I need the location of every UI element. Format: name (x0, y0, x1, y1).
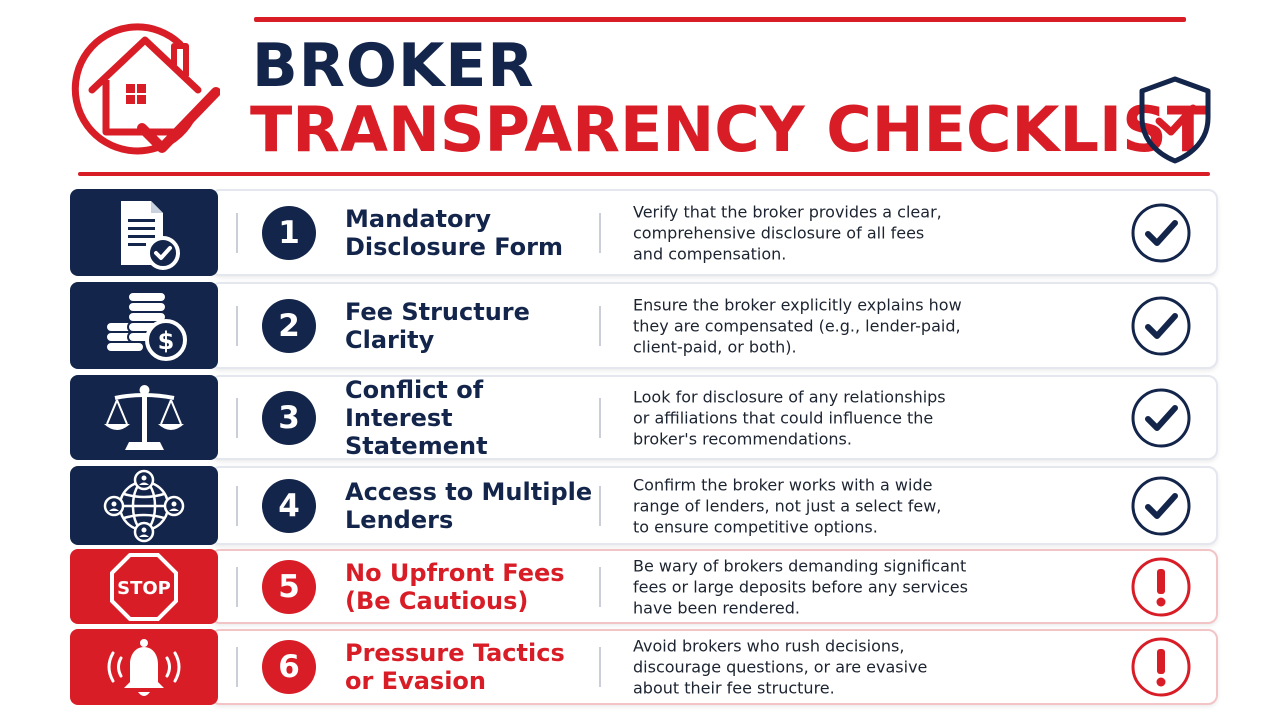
separator (599, 398, 601, 438)
checklist-item-1 (70, 189, 1218, 276)
alarm-bell-icon (99, 632, 189, 702)
stop-sign-text: STOP (117, 577, 171, 599)
item-number: 4 (262, 479, 316, 533)
item-description: Ensure the broker explicitly explains how they are compensated (e.g., lender-paid, client-paid, or both). (633, 295, 962, 356)
document-check-icon (99, 195, 189, 271)
checklist-item-4 (70, 466, 1218, 545)
globe-network-icon (99, 469, 189, 543)
header-rule-bottom (78, 172, 1210, 176)
page-title-line-1: BROKER (252, 31, 535, 101)
separator (236, 567, 238, 607)
separator (599, 647, 601, 687)
item-title: Access to Multiple Lenders (345, 477, 593, 534)
item-title: Mandatory Disclosure Form (345, 204, 563, 261)
item-number: 1 (262, 206, 316, 260)
check-circle-icon (1130, 475, 1192, 537)
checklist-item-6 (70, 629, 1218, 705)
check-circle-icon (1130, 202, 1192, 264)
item-icon-panel (70, 466, 218, 545)
separator (236, 398, 238, 438)
checklist-item-2 (70, 282, 1218, 369)
checklist-item-5 (70, 549, 1218, 624)
item-icon-panel (70, 629, 218, 705)
separator (599, 567, 601, 607)
svg-text:$: $ (157, 326, 175, 355)
separator (236, 647, 238, 687)
item-description: Avoid brokers who rush decisions, discourage questions, or are evasive about their fee structure. (633, 636, 928, 698)
header-rule-top (254, 17, 1186, 22)
item-icon-panel (70, 549, 218, 624)
house-check-icon (70, 10, 220, 160)
item-icon-panel (70, 282, 218, 369)
item-description: Confirm the broker works with a wide range of lenders, not just a select few, to ensure competitive options. (633, 475, 942, 536)
separator (599, 486, 601, 526)
separator (236, 213, 238, 253)
check-circle-icon (1130, 387, 1192, 449)
separator (599, 306, 601, 346)
item-title: Pressure Tactics or Evasion (345, 639, 565, 695)
item-number: 5 (262, 560, 316, 614)
balance-scale-icon (99, 380, 189, 456)
shield-check-icon (1134, 74, 1216, 166)
item-title: Fee Structure Clarity (345, 297, 530, 354)
exclamation-circle-icon (1130, 636, 1192, 698)
item-number: 2 (262, 299, 316, 353)
separator (236, 486, 238, 526)
page-title-line-2: TRANSPARENCY CHECKLIST (250, 93, 1210, 166)
item-title: Conflict of Interest Statement (345, 375, 488, 460)
check-circle-icon (1130, 295, 1192, 357)
separator (236, 306, 238, 346)
stop-sign-icon (109, 552, 179, 622)
item-icon-panel (70, 375, 218, 460)
item-number: 3 (262, 391, 316, 445)
coins-dollar-icon (94, 288, 194, 364)
item-number: 6 (262, 640, 316, 694)
item-icon-panel (70, 189, 218, 276)
item-description: Look for disclosure of any relationships or affiliations that could influence the broker's recommendations. (633, 387, 946, 448)
item-description: Be wary of brokers demanding significant fees or large deposits before any services have been rendered. (633, 556, 968, 617)
checklist-item-3 (70, 375, 1218, 460)
item-description: Verify that the broker provides a clear, comprehensive disclosure of all fees and compensation. (633, 202, 942, 263)
separator (599, 213, 601, 253)
exclamation-circle-icon (1130, 556, 1192, 618)
item-title: No Upfront Fees (Be Cautious) (345, 558, 565, 615)
